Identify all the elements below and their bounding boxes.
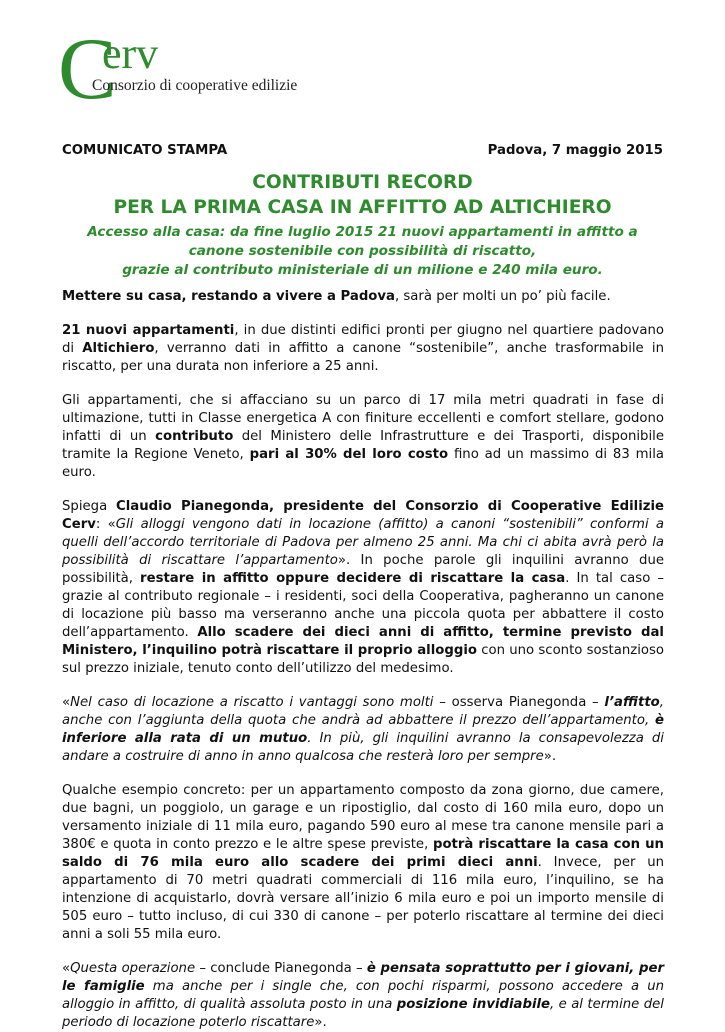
logo-letter-c: C [58, 28, 117, 118]
cerv-logo [58, 28, 318, 118]
date-location: Padova, 7 maggio 2015 [487, 143, 663, 158]
logo-subtitle: Consorzio di cooperative edilizie [92, 77, 298, 94]
paragraph-4: Spiega Claudio Pianegonda, presidente del Consorzio di Cooperative Edilizie Cerv: «Gli alloggi vengono dati in locazione (affitto) a canoni “sostenibili” conformi a quelli dell’accordo territoriale di Padova per almeno 25 anni. Ma chi ci abita avrà però la possibilità di riscattare l’appartamento». In poche parole gli inquilini avranno due possibilità, restare in affitto oppure decidere di riscattare la casa. In tal caso – grazie al contributo regionale – i residenti, soci della Cooperativa, pagheranno un canone di locazione più basso ma verseranno anche una piccola quota per abbattere il costo dell’appartamento. Allo scadere dei dieci anni di affitto, termine previsto dal Ministero, l’inquilino potrà riscattare il proprio alloggio con uno sconto sostanzioso sul prezzo iniziale, tenuto conto dell’utilizzo del medesimo. [62, 499, 664, 676]
subtitle-line-1: Accesso alla casa: da fine luglio 2015 21 nuovi appartamenti in affitto a [87, 224, 638, 240]
subtitle-line-3: grazie al contributo ministeriale di un milione e 240 mila euro. [122, 262, 603, 278]
paragraph-7: «Questa operazione – conclude Pianegonda – è pensata soprattutto per i giovani, per le famiglie ma anche per i single che, con pochi risparmi, possono accedere a un alloggio in affitto, di qualità assoluta posto in una posizione invidiabile, e al termine del periodo di locazione poterlo riscattare». [62, 961, 664, 1030]
title-line-1: CONTRIBUTI RECORD [252, 172, 473, 193]
title-line-2: PER LA PRIMA CASA IN AFFITTO AD ALTICHIERO [113, 197, 612, 218]
paragraph-6: Qualche esempio concreto: per un appartamento composto da zona giorno, due camere, due bagni, un poggiolo, un garage e un ripostiglio, dal costo di 160 mila euro, dopo un versamento iniziale di 11 mila euro, pagando 590 euro al mese tra canone mensile pari a 380€ e quota in conto prezzo e le altre spese previste, potrà riscattare la casa con un saldo di 76 mila euro allo scadere dei primi dieci anni. Invece, per un appartamento di 70 metri quadrati commerciali di 116 mila euro, l’inquilino, se ha intenzione di acquistarlo, dovrà versare all’inizio 6 mila euro e poi un importo mensile di 505 euro – tutto incluso, di cui 330 di canone – per poterlo riscattare al termine dei dieci anni a soli 55 mila euro. [62, 783, 664, 942]
subtitle-line-2: canone sostenibile con possibilità di riscatto, [188, 243, 537, 259]
header-row [62, 143, 663, 158]
article-body [62, 288, 664, 1032]
press-release-label: COMUNICATO STAMPA [62, 143, 228, 158]
paragraph-1: Mettere su casa, restando a vivere a Padova, sarà per molti un po’ più facile. [62, 289, 611, 304]
paragraph-5: «Nel caso di locazione a riscatto i vantaggi sono molti – osserva Pianegonda – l’affitto, anche con l’aggiunta della quota che andrà ad abbattere il prezzo dell’appartamento, è inferiore alla rata di un mutuo. In più, gli inquilini avranno la consapevolezza di andare a costruire di anno in anno qualcosa che resterà loro per sempre». [62, 695, 665, 764]
subtitle [50, 223, 675, 280]
logo-letters: erv [102, 29, 159, 78]
paragraph-2: 21 nuovi appartamenti, in due distinti edifici pronti per giugno nel quartiere padovano di Altichiero, verranno dati in affitto a canone “sostenibile”, anche trasformabile in riscatto, per una durata non inferiore a 25 anni. [62, 323, 665, 374]
paragraph-3: Gli appartamenti, che si affacciano su un parco di 17 mila metri quadrati in fase di ultimazione, tutti in Classe energetica A con finiture eccellenti e comfort stellare, godono infatti di un contributo del Ministero delle Infrastrutture e dei Trasporti, disponibile tramite la Regione Veneto, pari al 30% del loro costo fino ad un massimo di 83 mila euro. [62, 393, 665, 480]
